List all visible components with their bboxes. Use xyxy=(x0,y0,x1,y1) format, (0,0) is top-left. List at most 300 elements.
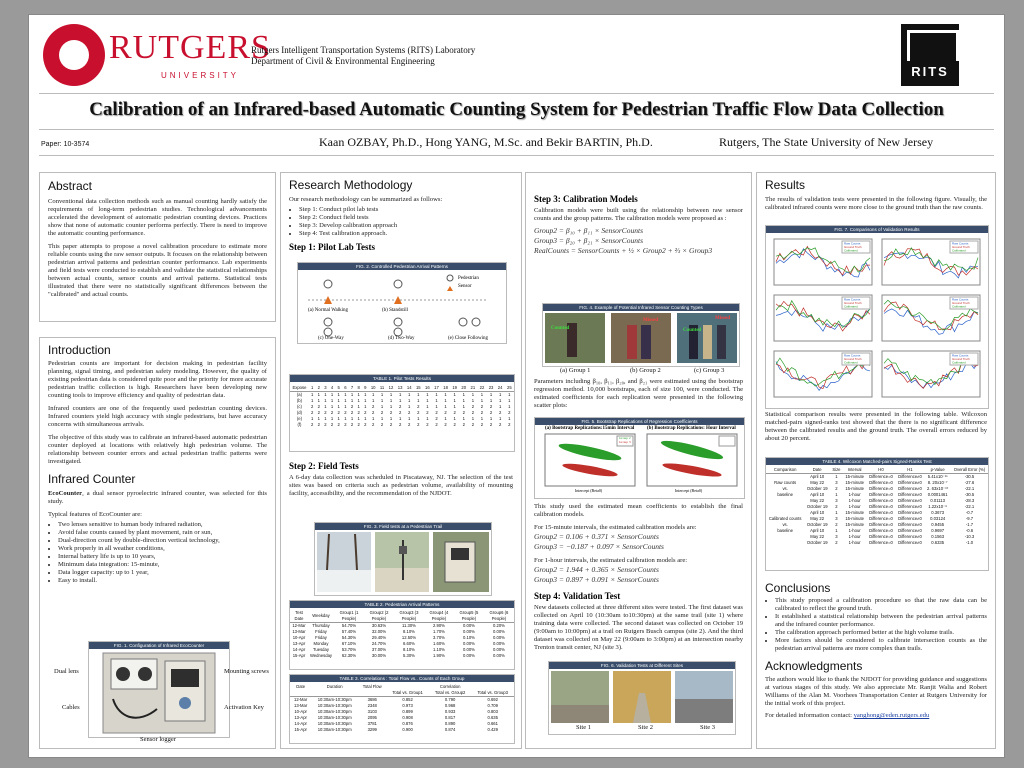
table-cell: 1.60% xyxy=(433,641,445,646)
table-cell: 10-Apr xyxy=(294,709,307,714)
table-cell: 1 xyxy=(324,416,327,421)
table-cell: 1 xyxy=(453,416,456,421)
table-cell: 2 xyxy=(498,410,502,415)
table-cell: 1 xyxy=(309,392,316,399)
fig5-legend-group3: Group 3 xyxy=(619,440,631,444)
table-cell: 1 xyxy=(489,416,493,421)
table-cell: 1 xyxy=(471,398,475,403)
table-cell: 8.10% xyxy=(403,647,415,652)
table-cell: 1 xyxy=(471,416,475,421)
table-cell: 2 xyxy=(357,410,360,415)
table-cell: 1 xyxy=(459,392,468,399)
table1-box xyxy=(289,374,515,452)
table-cell: 1 xyxy=(489,398,493,403)
table-cell: 2 xyxy=(453,422,456,427)
table-cell: 0.817 xyxy=(444,715,456,720)
header-divider xyxy=(39,93,994,94)
table-cell: 2 xyxy=(317,422,320,427)
table-cell: Difference≠0 xyxy=(898,498,922,503)
step2-heading: Step 2: Field Tests xyxy=(289,461,359,471)
fig7-legend-label: Calibrated xyxy=(952,360,966,365)
intro-p2: Infrared counters are one of the frequently used pedestrian counting devices. Infrared counters yield high accuracy with single pedestrians, but have accuracy concerns with simultaneous arrivals. xyxy=(48,405,267,428)
table-cell: 0.20% xyxy=(484,623,514,630)
author-divider xyxy=(39,155,994,156)
table-cell: 2 xyxy=(435,416,438,421)
table-cell: 1-hour xyxy=(848,540,861,545)
table-cell: 1 xyxy=(408,398,411,403)
table-cell: Difference=0 xyxy=(869,504,893,509)
table-header-cell: 20 xyxy=(461,385,467,390)
table-cell: 1.22x10⁻⁶ xyxy=(928,504,948,509)
table-cell: 2 xyxy=(480,410,484,415)
table-cell: 15-minute xyxy=(845,516,864,521)
table-cell: 54.70% xyxy=(334,623,364,630)
table-cell: April 10 xyxy=(810,528,825,533)
table-cell: Difference=0 xyxy=(869,480,893,485)
equation-realcounts: RealCounts = SensorCounts + ½ × Group2 + ⅔ × Group3 xyxy=(534,246,713,255)
table-cell: 2 xyxy=(508,422,511,427)
table-header-cell: Total vs. Group2 xyxy=(434,690,466,695)
fig7-legend-label: Calibrated xyxy=(952,304,966,309)
table-cell: vs. xyxy=(782,486,788,491)
table-cell: Difference≠0 xyxy=(898,528,922,533)
fig6-site2: Site 2 xyxy=(638,724,653,731)
table-cell: 2 xyxy=(835,540,838,545)
fig7-validation-results xyxy=(765,225,989,409)
table-header-cell: Group1 (1 People) xyxy=(339,610,359,621)
table-cell: 1 xyxy=(830,474,843,481)
table-cell: 67.10% xyxy=(341,641,357,646)
list-item: • Step 3: Develop calibration approach xyxy=(299,222,513,230)
table-cell: 0.899 xyxy=(402,709,413,714)
results-p2: Statistical comparison results were presented in the following table. Wilcoxon matched-pairs signed-ranks test showed that the there is no significant difference between the calibrated results and the ground truth. The overall errors reduced by about 20 percent. xyxy=(765,411,987,442)
fig3-photos xyxy=(315,530,491,594)
calibration-box xyxy=(525,172,752,749)
table-cell: 1 xyxy=(508,398,511,403)
introduction-heading: Introduction xyxy=(48,343,111,357)
table-cell: 2 xyxy=(462,410,465,415)
table-cell: 0.00% xyxy=(463,653,475,658)
table-header-cell: Size xyxy=(832,467,841,472)
fig2-panel-c: (c) One-Way xyxy=(318,336,344,341)
list-item: • Step 1: Conduct pilot lab tests xyxy=(299,206,513,214)
table-header-cell: Total vs. Group3 xyxy=(477,690,508,695)
table-cell: 2. 63x10⁻¹⁰ xyxy=(926,486,949,491)
table-cell: 1 xyxy=(417,398,420,403)
fig7-legend-label: Raw Counts xyxy=(844,297,861,302)
table-cell: 14-Apr xyxy=(294,721,307,726)
paper-number: Paper: 10-3574 xyxy=(41,141,90,148)
table-header-cell: 6 xyxy=(344,385,347,390)
table-cell: 1 xyxy=(350,398,354,403)
fig5-caption: FIG. 5. Bootstrap Replications of Regression Coefficients xyxy=(535,418,744,425)
table-header-cell: Date xyxy=(812,467,822,472)
table-cell: Difference≠0 xyxy=(898,540,922,545)
table-cell: 1 xyxy=(380,398,384,403)
table-cell: Calibrated counts xyxy=(768,516,802,521)
table-cell: 1 xyxy=(315,392,322,399)
lab-name: Rutgers Intelligent Transportation Systems (RITS) Laboratory xyxy=(251,45,476,55)
table1-caption: TABLE 1. Pilot Tests Results xyxy=(290,375,514,382)
table-cell: Difference≠0 xyxy=(898,522,922,527)
table-cell: 2 xyxy=(489,422,493,427)
table2-caption: TABLE 2. Pedestrian Arrival Patterns xyxy=(290,601,514,608)
table-cell: 13-Mar xyxy=(292,629,306,634)
fig7-legend-label: Ground Truth xyxy=(844,357,862,362)
table-cell: 0.635 xyxy=(487,715,498,720)
table-cell: 15-Apr xyxy=(292,653,306,658)
table-cell: 2 xyxy=(344,422,347,427)
table-cell: 2 xyxy=(330,422,334,427)
table-cell: 1 xyxy=(426,398,429,403)
table-cell: 0.9455 xyxy=(931,522,945,527)
affiliation: Rutgers, The State University of New Jersey xyxy=(719,135,934,149)
authors: Kaan OZBAY, Ph.D., Hong YANG, M.Sc. and Bekir BARTIN, Ph.D. xyxy=(319,135,653,149)
table-cell: 2 xyxy=(310,422,314,427)
fig2-legend-sensor: Sensor xyxy=(458,284,472,289)
table-header-cell: 14 xyxy=(406,385,412,390)
table-cell: 2 xyxy=(471,422,475,427)
table-cell: 0.874 xyxy=(444,727,456,732)
table-cell: 1 xyxy=(344,398,347,403)
fig1-label-dual-lens: Dual lens xyxy=(54,668,79,675)
table-cell: 0.933 xyxy=(444,709,456,714)
table-cell: 1 xyxy=(317,416,320,421)
table-cell: 1 xyxy=(450,392,459,399)
table-cell: -0.7 xyxy=(965,510,974,515)
table-header-cell: Total vs. Group1 xyxy=(392,690,423,695)
rits-logo: RITS xyxy=(901,24,959,86)
table-cell: 1 xyxy=(462,398,465,403)
step2-text: A 6-day data collection was scheduled in Piscataway, NJ. The selection of the test sites was based on criteria such as pedestrian volume, availability of mounting facility, accessibility, and the recommendation of the NJDOT. xyxy=(289,474,513,497)
table-cell: 1 xyxy=(468,392,477,399)
table-cell: 1 xyxy=(364,416,367,421)
table-cell: 1 xyxy=(505,392,514,399)
fig7-legend-label: Ground Truth xyxy=(952,245,970,250)
table-cell: 1 xyxy=(408,404,411,409)
step4-heading: Step 4: Validation Test xyxy=(534,591,621,601)
list-item: • It established a statistical relationship between the pedestrian arrival patterns and the infrared counter performance. xyxy=(775,613,987,629)
table-cell: 2 xyxy=(371,422,375,427)
ack-text: The authors would like to thank the NJDOT for providing guidance and suggestions at various stages of this study. We also appreciate Mr. Ranjit Walia and Robert Williams of the Alan M. Voorhees Transportation Center at Rutgers University for the initial work of this project. xyxy=(765,676,987,707)
step3-heading: Step 3: Calibration Models xyxy=(534,194,638,204)
table-cell: 15-minute xyxy=(843,474,867,481)
rutgers-seal-icon xyxy=(43,24,105,86)
fig4-caption: FIG. 4. Example of Potential Infrared Sensor Counting Types xyxy=(543,304,739,311)
table-cell: 10:30am-10:30pm xyxy=(317,703,352,708)
table-header-cell: Group6 (6 People) xyxy=(489,610,509,621)
table-header-cell: Test Date xyxy=(294,610,304,621)
table-cell: baseline xyxy=(777,492,793,497)
table-cell: 10:30am-10:30pm xyxy=(317,727,352,732)
fig7-legend-label: Calibrated xyxy=(952,248,966,253)
table-cell: 0.3673 xyxy=(931,510,945,515)
table-cell: (d) xyxy=(296,410,302,415)
table-header-cell: 25 xyxy=(507,385,512,390)
table-cell: 2 xyxy=(324,410,327,415)
table-cell xyxy=(766,540,804,546)
table-cell: 2 xyxy=(498,422,502,427)
table-cell: vs. xyxy=(782,522,788,527)
table-cell: 0.00% xyxy=(463,647,475,652)
min15-intro: For 15-minute intervals, the estimated calibration models are: xyxy=(534,524,697,531)
table-cell: 0.1563 xyxy=(931,534,945,539)
table4 xyxy=(766,467,988,546)
list-item: • This study proposed a calibration procedure so that the raw data can be calibrated to reflect the ground truth. xyxy=(775,597,987,613)
table-cell: 1 xyxy=(330,416,334,421)
table-header-cell: 24 xyxy=(497,385,503,390)
table-cell: -27.6 xyxy=(964,480,975,485)
table-cell: 1 xyxy=(310,416,314,421)
table-cell: 53.70% xyxy=(341,647,357,652)
table-cell: 0.00% xyxy=(463,641,475,646)
table-cell: 1 xyxy=(480,398,484,403)
list-item: • More factors should be considered to calibrate intersection counts as the pedestrian arrival patterns are more complex than trails. xyxy=(775,637,987,653)
table-cell: 1 xyxy=(498,416,502,421)
table-cell: 37.00% xyxy=(371,647,387,652)
table-cell: -1.0 xyxy=(965,540,974,545)
table-cell: October 19 xyxy=(806,486,828,491)
table-cell: 2 xyxy=(364,410,367,415)
fig1-label-cables: Cables xyxy=(62,704,80,711)
step1-heading: Step 1: Pilot Lab Tests xyxy=(289,242,376,252)
list-item: • Minimum data integration: 15-minute, xyxy=(58,561,267,569)
table-cell: 1 xyxy=(453,398,456,403)
table-cell: 6.60% xyxy=(403,641,415,646)
table-cell: 1 xyxy=(357,416,360,421)
fig7-legend-label: Raw Counts xyxy=(844,353,861,358)
table-cell: 1 xyxy=(380,404,384,409)
table-cell: 2 xyxy=(444,410,447,415)
table-cell: 15-minute xyxy=(845,522,864,527)
table-cell: 1 xyxy=(380,416,384,421)
intro-box xyxy=(39,337,276,749)
table-cell: 1 xyxy=(426,416,429,421)
fig5-legend-group2: Group 2 xyxy=(619,436,631,440)
table-cell: (f) xyxy=(297,422,302,427)
table-header-cell: Comparison xyxy=(773,467,797,472)
step4-text: New datasets collected at three different sites were tested. The first dataset was collected on April 10 (10:30am to10:30pm) at the same trail (site 1) where training data were collected. The second dataset was collected on October 19 (9:00am to 10:00pm) at a trail on Rutgers Busch campus (site 2). And the third dataset was collected on May 22 (9:00am to 3:00pm) at an intersection nearby Trenton transit center, NJ (site 3). xyxy=(534,604,743,651)
fig2-panel-d: (d) Two-Way xyxy=(388,336,415,341)
table-cell: 0.00% xyxy=(454,623,484,630)
fig6-site1: Site 1 xyxy=(576,724,591,731)
table-cell: 3 xyxy=(835,534,838,539)
table-cell: 1-hour xyxy=(848,498,861,503)
table-cell: 2 xyxy=(350,410,354,415)
table-cell: (b) xyxy=(296,398,302,403)
table-cell: 2 xyxy=(835,486,838,491)
fig7-legend-label: Ground Truth xyxy=(952,301,970,306)
table-cell: -10.3 xyxy=(964,534,975,539)
ack-heading: Acknowledgments xyxy=(765,659,863,673)
fig4-panel-c: (c) Group 3 xyxy=(694,367,725,374)
table-cell: 2 xyxy=(364,422,367,427)
table-cell: 2 xyxy=(371,410,375,415)
table-cell: -30.5 xyxy=(964,492,975,497)
table-cell: 1 xyxy=(426,404,429,409)
table-cell: 1 xyxy=(386,392,395,399)
list-item: • Avoid false counts caused by plant movement, rain or sun, xyxy=(58,529,267,537)
table-cell: 2 xyxy=(408,410,411,415)
table-cell: Difference=0 xyxy=(869,492,893,497)
table-cell: 1-hour xyxy=(848,534,861,539)
table-cell: 0.900 xyxy=(402,727,413,732)
table-row xyxy=(290,727,514,733)
table-cell: 1-hour xyxy=(848,528,861,533)
poster-header xyxy=(29,15,1004,100)
table-cell: 30.63% xyxy=(364,623,394,630)
table-cell: 1 xyxy=(335,392,342,399)
table4-caption: TABLE 4. Wilcoxon Matched-pairs Signed-Ranks Test xyxy=(766,458,988,465)
table-header-cell: H1 xyxy=(907,467,913,472)
table-cell: 2 xyxy=(489,404,493,409)
rutgers-logo-sub: UNIVERSITY xyxy=(161,71,240,80)
table-cell: 1 xyxy=(362,392,369,399)
table-cell: 15-minute xyxy=(845,480,864,485)
table-cell: 62.30% xyxy=(341,653,357,658)
table-cell: Difference≠0 xyxy=(898,480,922,485)
features-list xyxy=(48,521,267,585)
table3-caption: TABLE 3. Correlations : Total Flow vs.. Counts of Each Group xyxy=(290,675,514,682)
table-cell: -30.5 xyxy=(951,474,988,481)
table-cell: 1 xyxy=(389,416,393,421)
table-header-cell: p-Value xyxy=(930,467,945,472)
table-cell: 2 xyxy=(417,404,420,409)
table-cell: 3 xyxy=(835,480,838,485)
table4-box xyxy=(765,457,989,571)
table-cell: 3781 xyxy=(367,721,377,726)
title-divider xyxy=(39,129,994,130)
methodology-heading: Research Methodology xyxy=(289,178,413,192)
list-item: • Step 2: Conduct field tests xyxy=(299,214,513,222)
table-cell: 2 xyxy=(835,504,838,509)
rutgers-logo: RUTGERS xyxy=(109,29,271,66)
table-cell: 2 xyxy=(435,422,438,427)
methodology-intro: Our research methodology can be summarized as follows: xyxy=(289,196,443,203)
table-cell: 1 xyxy=(398,398,402,403)
equation-group3: Group3 = β₂₀ + β₂₁ × SensorCounts xyxy=(534,236,644,245)
table-cell: 1 xyxy=(330,404,334,409)
table-header-cell: Duration xyxy=(326,684,343,689)
table-cell: 1 xyxy=(835,510,838,515)
department-name: Department of Civil & Environmental Engineering xyxy=(251,56,435,66)
table-cell: 1 xyxy=(432,392,441,399)
table-cell: -0.6 xyxy=(965,528,974,533)
list-item: • Data logger capacity: up to 1 year, xyxy=(58,569,267,577)
table-header-cell: 17 xyxy=(434,385,439,390)
table-cell: -22.1 xyxy=(964,486,975,491)
table-header-cell: 7 xyxy=(350,385,354,390)
abstract-box xyxy=(39,172,276,322)
table-row xyxy=(290,422,514,428)
table-cell: 1 xyxy=(350,416,354,421)
fig4-tag-missed-b: Missed xyxy=(643,318,658,323)
table2-box xyxy=(289,600,515,670)
table-cell: 2 xyxy=(480,422,484,427)
table-cell: 2 xyxy=(380,410,384,415)
table-cell: 1 xyxy=(417,416,420,421)
table-cell: 29.40% xyxy=(371,635,387,640)
table-cell: 0.973 xyxy=(402,703,413,708)
intro-p1: Pedestrian counts are important for decision making in pedestrian facility planning, signal timing, and pedestrian safety modeling. However, the quality of existing pedestrian data is considered quite poor and the priority for more accurate pedestrian traffic collection is high. Researchers have been developing new counting tools to improve efficiency and quality of pedestrian data. xyxy=(48,360,267,399)
fig7-legend-label: Raw Counts xyxy=(844,241,861,246)
table-header-cell: 4 xyxy=(330,385,334,390)
table-cell: 1 xyxy=(371,398,375,403)
table-cell: 0.10% xyxy=(463,635,475,640)
table-cell: 1.70% xyxy=(433,629,445,634)
table-cell: 11.30% xyxy=(394,623,424,630)
table-header-cell: Group2 (2 People) xyxy=(369,610,389,621)
contact-email-link[interactable]: yanghong@eden.rutgers.edu xyxy=(853,712,930,719)
table-cell: 1-hour xyxy=(848,504,861,509)
table-cell: 1 xyxy=(498,404,502,409)
table3-box xyxy=(289,674,515,744)
table-cell: 1 xyxy=(444,416,447,421)
table3 xyxy=(290,684,514,733)
table-cell: (c) xyxy=(296,404,302,409)
table-header-cell: Correlation xyxy=(439,684,461,689)
table-cell: 2 xyxy=(344,410,347,415)
table-cell: 2 xyxy=(398,422,402,427)
table-cell: October 19 xyxy=(806,504,828,509)
table-header-cell: 1 xyxy=(310,385,314,390)
step3-text: Calibration models were built using the relationship between raw sensor counts and the group patterns. The calibration models were proposed as : xyxy=(534,207,743,222)
table-cell: 1.10% xyxy=(433,647,445,652)
table-cell: 1 xyxy=(364,398,367,403)
table-cell: Difference=0 xyxy=(869,486,893,491)
table-cell: Monday xyxy=(313,641,329,646)
table1 xyxy=(290,385,514,428)
fig1-caption: FIG. 1. Configuration of Infrared EcoCounter xyxy=(89,642,229,649)
table-cell: -28.3 xyxy=(964,498,975,503)
table-cell: 8.10% xyxy=(403,629,415,634)
fig4-panel-a: (a) Group 1 xyxy=(560,367,591,374)
methodology-steps xyxy=(289,206,513,238)
table-cell: Difference=0 xyxy=(869,522,893,527)
fig7-legend-label: Calibrated xyxy=(844,360,858,365)
table-cell: Difference≠0 xyxy=(896,474,925,481)
table-cell: 0.890 xyxy=(444,721,456,726)
table-cell: Thursday xyxy=(308,623,334,630)
table-cell: 2 xyxy=(426,422,429,427)
table-header-cell: Group5 (5 People) xyxy=(459,610,479,621)
table-cell: Difference=0 xyxy=(866,474,895,481)
table-cell: 2 xyxy=(357,422,360,427)
table-cell: 1 xyxy=(324,404,327,409)
fig6-site3: Site 3 xyxy=(700,724,715,731)
table-cell: 2 xyxy=(330,410,334,415)
table-header-cell: 23 xyxy=(488,385,494,390)
table-cell: 1 xyxy=(310,398,314,403)
fig5-bootstrap xyxy=(534,417,745,499)
table-cell: 1 xyxy=(330,398,334,403)
table-cell: 2 xyxy=(317,410,320,415)
features-intro: Typical features of EcoCounter are: xyxy=(48,511,143,518)
abstract-p2: This paper attempts to propose a novel calibration procedure to estimate more reliable counts using the raw sensor outputs. It focuses on the relationship between pedestrian arrival patterns and pedestrian counter performance. Lab experiments and field tests were conducted to establish and validate the statistical relationships between actual counts, sensor counts and arrival patterns. Statistical tests illustrated that there were no statistically significant differences between the "calibrated" and actual counts. xyxy=(48,243,267,298)
hour-eq-group3: Group3 = 0.897 + 0.091 × SensorCounts xyxy=(534,575,659,584)
table-cell: 0.00% xyxy=(463,629,475,634)
table-header-cell: H0 xyxy=(878,467,884,472)
table-cell: 1 xyxy=(342,392,349,399)
table-cell: Friday xyxy=(315,635,327,640)
table-cell: 2 xyxy=(324,422,327,427)
table-cell: 2 xyxy=(471,410,475,415)
fig1-label-activation-key: Activation Key xyxy=(224,704,264,711)
table-cell: 2 xyxy=(317,404,320,409)
table-cell: 1 xyxy=(462,416,465,421)
table-cell: 2 xyxy=(462,422,465,427)
table-cell: 1 xyxy=(441,392,450,399)
